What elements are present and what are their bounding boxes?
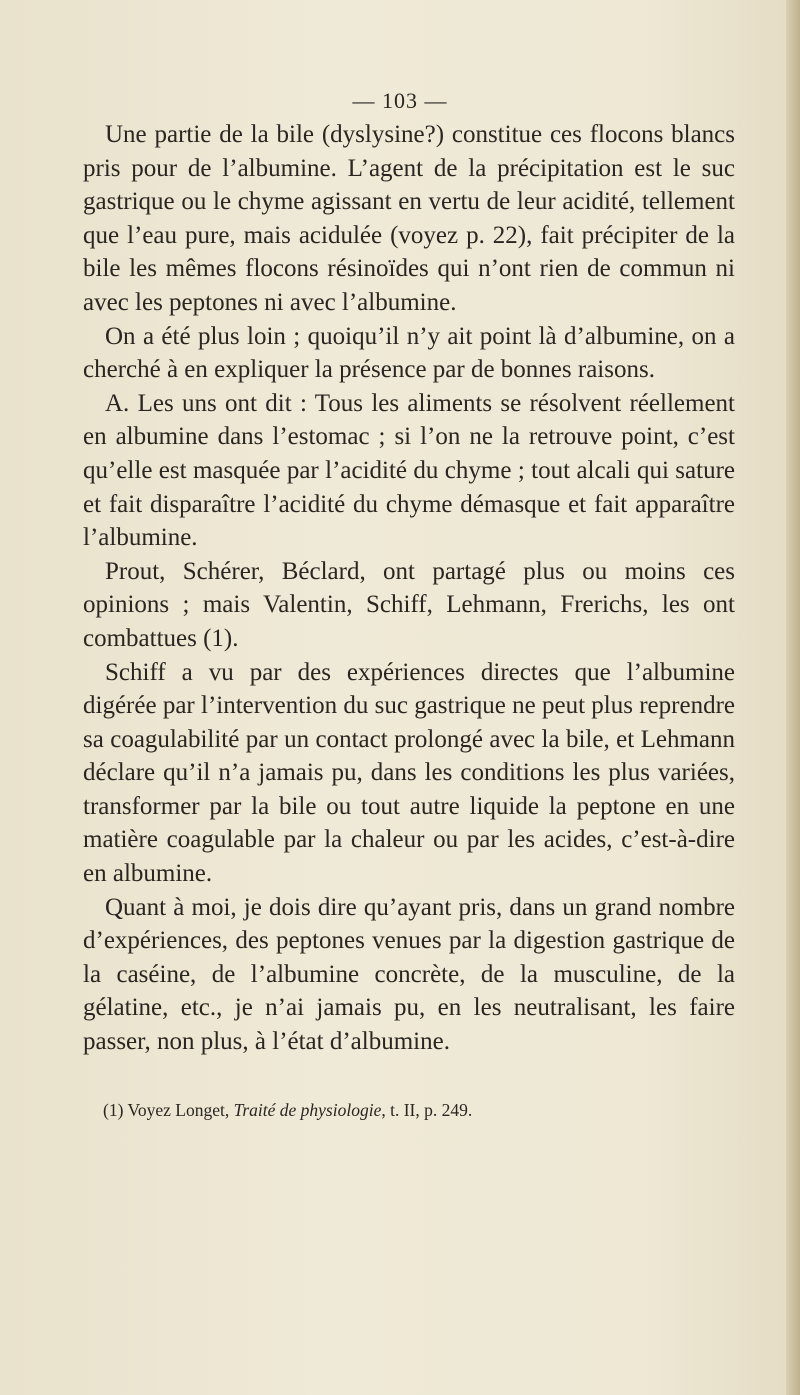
page-number: — 103 —	[352, 88, 448, 113]
paragraph: Une partie de la bile (dyslysine?) constitue ces flocons blancs pris pour de l’albumine. L’agent de la précipitation est le suc gastrique ou le chyme agissant en vertu de leur acidité, tellement que l’eau pure, mais acidulée (voyez p. 22), fait précipiter de la bile les mêmes flocons résinoïdes qui n’ont rien de commun ni avec les peptones ni avec l’albumine.	[83, 121, 735, 316]
body-text	[83, 118, 735, 1059]
footnote-text: (1) Voyez Longet,	[103, 1100, 234, 1120]
paragraph: Quant à moi, je dois dire qu’ayant pris, dans un grand nombre d’expériences, des peptones venues par la digestion gastrique de la caséine, de l’albumine concrète, de la musculine, de la gélatine, etc., je n’ai jamais pu, en les neutralisant, les faire passer, non plus, à l’état d’albumine.	[83, 893, 735, 1056]
paragraph: On a été plus loin ; quoiqu’il n’y ait point là d’albumine, on a cherché à en expliquer la présence par de bonnes raisons.	[83, 322, 735, 384]
footnote-ref: , t. II, p. 249.	[381, 1100, 473, 1120]
page-edge	[786, 0, 800, 1395]
paragraph: Prout, Schérer, Béclard, ont partagé plus ou moins ces opinions ; mais Valentin, Schiff, Lehmann, Frerichs, les ont combattues (1).	[83, 557, 735, 652]
paragraph: A. Les uns ont dit : Tous les aliments se résolvent réellement en albumine dans l’estomac ; si l’on ne la retrouve point, c’est qu’elle est masquée par l’acidité du chyme ; tout alcali qui sature et fait disparaître l’acidité du chyme démasque et fait apparaître l’albumine.	[83, 389, 735, 552]
footnote	[103, 1098, 743, 1122]
footnote-title: Traité de physiologie	[233, 1100, 382, 1120]
paragraph: Schiff a vu par des expériences directes que l’albumine digérée par l’intervention du suc gastrique ne peut plus reprendre sa coagulabilité par un contact prolongé avec la bile, et Lehmann déclare qu’il n’a jamais pu, dans les conditions les plus variées, transformer par la bile ou tout autre liquide la peptone en une matière coagulable par la chaleur ou par les acides, c’est-à-dire en albumine.	[83, 658, 735, 888]
